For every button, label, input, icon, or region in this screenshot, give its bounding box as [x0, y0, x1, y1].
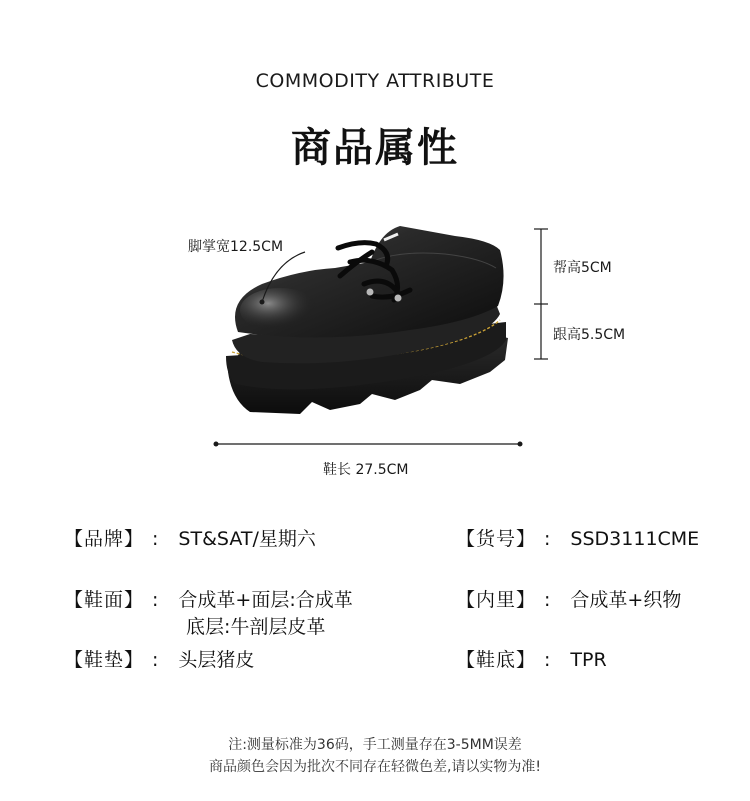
attr-outsole-value: TPR	[570, 649, 607, 671]
eyelet	[367, 289, 374, 296]
attr-lining-value: 合成革+织物	[570, 589, 682, 611]
attr-lining-key: 【内里】	[456, 589, 537, 611]
attr-upper	[64, 585, 353, 612]
length-label: 鞋长 27.5CM	[323, 462, 409, 478]
title-chinese: 商品属性	[291, 125, 459, 171]
attr-upper-key: 【鞋面】	[64, 589, 145, 611]
attr-brand-colon: :	[152, 528, 159, 550]
attr-insole-colon: :	[152, 649, 159, 671]
upper-height-label: 帮高5CM	[553, 260, 612, 276]
attr-upper-value: 合成革+面层:合成革	[178, 589, 353, 611]
attr-lining	[456, 585, 681, 612]
attr-brand-key: 【品牌】	[64, 528, 145, 550]
attr-outsole-colon: :	[544, 649, 551, 671]
attr-lining-colon: :	[544, 589, 551, 611]
attr-item-no	[456, 524, 699, 551]
attr-upper-value-line2: 底层:牛剖层皮革	[186, 616, 326, 638]
attr-insole-key: 【鞋垫】	[64, 649, 145, 671]
eyelet	[395, 295, 402, 302]
length-scale	[214, 442, 523, 447]
attr-outsole	[456, 645, 607, 672]
attr-upper-colon: :	[152, 589, 159, 611]
attr-brand	[64, 524, 316, 551]
footnote-measurement: 注:测量标准为36码，手工测量存在3-5MM误差	[228, 737, 522, 753]
attr-outsole-key: 【鞋底】	[456, 649, 537, 671]
attr-item-no-value: SSD3111CME	[570, 528, 700, 550]
attr-item-no-key: 【货号】	[456, 528, 537, 550]
attr-insole	[64, 645, 254, 672]
attr-insole-value: 头层猪皮	[178, 649, 255, 671]
title-english: COMMODITY ATTRIBUTE	[255, 70, 495, 92]
height-scale	[534, 229, 548, 359]
attr-item-no-colon: :	[544, 528, 551, 550]
heel-height-label: 跟高5.5CM	[553, 327, 626, 343]
width-label: 脚掌宽12.5CM	[188, 239, 284, 255]
attr-brand-value: ST&SAT/星期六	[178, 528, 316, 550]
width-indicator-dot	[260, 300, 265, 305]
footnote-color: 商品颜色会因为批次不同存在轻微色差,请以实物为准!	[208, 759, 542, 775]
